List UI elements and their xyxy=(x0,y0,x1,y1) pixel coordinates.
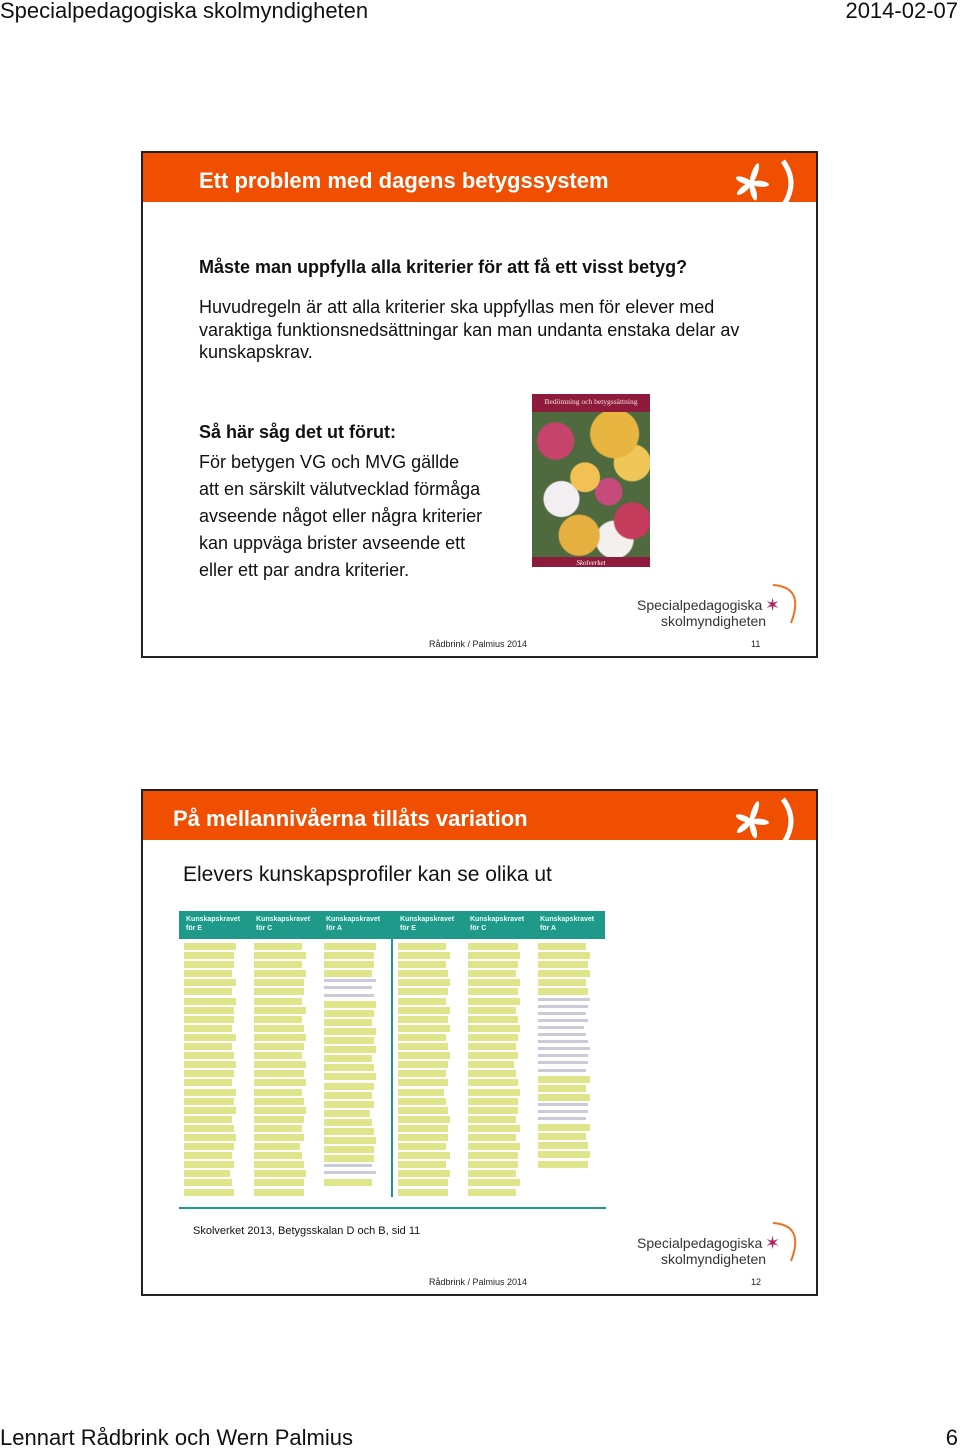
highlighted-text-line xyxy=(254,1125,302,1132)
highlighted-text-line xyxy=(184,1070,234,1077)
highlighted-text-line xyxy=(468,1134,516,1141)
highlighted-text-line xyxy=(468,988,518,995)
highlighted-text-line xyxy=(538,1054,588,1057)
spsm-logo xyxy=(637,581,807,633)
highlighted-text-line xyxy=(254,970,306,977)
highlighted-text-line xyxy=(398,970,448,977)
slide-footer: Rådbrink / Palmius 2014 xyxy=(429,1277,528,1287)
highlighted-text-line xyxy=(324,1073,376,1080)
highlighted-text-line xyxy=(398,1052,450,1059)
highlighted-text-line xyxy=(538,1117,586,1120)
highlighted-text-line xyxy=(468,970,516,977)
table-column-text xyxy=(468,943,530,1198)
highlighted-text-line xyxy=(324,1001,376,1008)
highlighted-text-line xyxy=(538,1005,588,1008)
logo-star-icon xyxy=(763,581,803,627)
brand-star-icon xyxy=(731,159,801,205)
highlighted-text-line xyxy=(398,1079,448,1086)
highlighted-text-line xyxy=(324,1037,374,1044)
highlighted-text-line xyxy=(184,988,232,995)
highlighted-text-line xyxy=(184,1034,236,1041)
highlighted-text-line xyxy=(398,1143,446,1150)
highlighted-text-line xyxy=(468,943,518,950)
logo-line2: skolmyndigheten xyxy=(661,613,767,629)
before-line: eller ett par andra kriterier. xyxy=(199,560,410,580)
highlighted-text-line xyxy=(398,1061,448,1068)
highlighted-text-line xyxy=(254,1089,302,1096)
highlighted-text-line xyxy=(468,1016,518,1023)
before-text xyxy=(199,449,482,584)
source-citation: Skolverket 2013, Betygsskalan D och B, sid 11 xyxy=(193,1225,421,1237)
table-column-text xyxy=(254,943,316,1198)
highlighted-text-line xyxy=(398,1034,446,1041)
highlighted-text-line xyxy=(254,1079,306,1086)
highlighted-text-line xyxy=(538,943,586,950)
highlighted-text-line xyxy=(538,1061,588,1064)
logo-star-icon xyxy=(763,1219,803,1265)
logo-line1: Specialpedagogiska xyxy=(637,1235,763,1251)
highlighted-text-line xyxy=(254,1152,302,1159)
before-heading: Så här såg det ut förut: xyxy=(199,422,397,442)
highlighted-text-line xyxy=(324,979,376,982)
highlighted-text-line xyxy=(398,1152,450,1159)
highlighted-text-line xyxy=(468,979,520,986)
highlighted-text-line xyxy=(254,1025,304,1032)
brand-star-icon xyxy=(731,797,801,843)
highlighted-text-line xyxy=(468,1152,518,1159)
book-title: Bedömning och betygssättning xyxy=(544,397,638,406)
highlighted-text-line xyxy=(538,952,590,959)
highlighted-text-line xyxy=(184,1025,232,1032)
highlighted-text-line xyxy=(184,1089,236,1096)
highlighted-text-line xyxy=(398,943,446,950)
slide-12 xyxy=(141,789,818,1296)
highlighted-text-line xyxy=(254,1052,302,1059)
highlighted-text-line xyxy=(468,1170,516,1177)
svg-text:✶: ✶ xyxy=(765,1233,781,1253)
highlighted-text-line xyxy=(324,1083,374,1090)
highlighted-text-line xyxy=(254,1098,304,1105)
highlighted-text-line xyxy=(254,1034,306,1041)
highlighted-text-line xyxy=(398,1007,450,1014)
highlighted-text-line xyxy=(398,1089,444,1096)
highlighted-text-line xyxy=(398,979,450,986)
highlighted-text-line xyxy=(184,943,236,950)
highlighted-text-line xyxy=(324,1164,372,1167)
slide-title-bar xyxy=(143,791,816,840)
highlighted-text-line xyxy=(398,1107,448,1114)
highlighted-text-line xyxy=(398,1016,448,1023)
table-column-text xyxy=(184,943,246,1198)
highlighted-text-line xyxy=(538,1103,588,1106)
table-bottom-line xyxy=(179,1207,606,1209)
highlighted-text-line xyxy=(398,1179,448,1186)
slide-footer: Rådbrink / Palmius 2014 xyxy=(429,639,528,649)
highlighted-text-line xyxy=(254,979,304,986)
highlighted-text-line xyxy=(184,1116,232,1123)
highlighted-text-line xyxy=(468,961,518,968)
highlighted-text-line xyxy=(398,1134,448,1141)
highlighted-text-line xyxy=(538,1094,590,1101)
highlighted-text-line xyxy=(538,1142,588,1149)
highlighted-text-line xyxy=(324,1064,374,1071)
highlighted-text-line xyxy=(324,1146,374,1153)
highlighted-text-line xyxy=(324,1055,372,1062)
table-header-cell: Kunskapskravet för A xyxy=(319,911,391,939)
highlighted-text-line xyxy=(184,1179,232,1186)
highlighted-text-line xyxy=(254,1107,306,1114)
highlighted-text-line xyxy=(184,1061,236,1068)
highlighted-text-line xyxy=(468,998,520,1005)
highlighted-text-line xyxy=(468,1034,518,1041)
logo-line1: Specialpedagogiska xyxy=(637,597,763,613)
highlighted-text-line xyxy=(184,1143,234,1150)
highlighted-text-line xyxy=(468,1098,518,1105)
highlighted-text-line xyxy=(468,1089,520,1096)
highlighted-text-line xyxy=(538,1151,590,1158)
highlighted-text-line xyxy=(184,1152,232,1159)
before-line: avseende något eller några kriterier xyxy=(199,506,483,526)
highlighted-text-line xyxy=(254,1116,304,1123)
highlighted-text-line xyxy=(398,988,448,995)
highlighted-text-line xyxy=(468,1161,518,1168)
slide-number: 11 xyxy=(751,639,761,649)
highlighted-text-line xyxy=(398,1070,446,1077)
highlighted-text-line xyxy=(184,1189,234,1196)
highlighted-text-line xyxy=(184,1134,236,1141)
highlighted-text-line xyxy=(184,1107,236,1114)
highlighted-text-line xyxy=(254,943,302,950)
page-footer-authors: Lennart Rådbrink och Wern Palmius xyxy=(0,1425,353,1450)
highlighted-text-line xyxy=(184,979,236,986)
highlighted-text-line xyxy=(398,952,450,959)
highlighted-text-line xyxy=(324,1171,376,1174)
highlighted-text-line xyxy=(184,998,236,1005)
page-header-date: 2014-02-07 xyxy=(845,0,958,23)
highlighted-text-line xyxy=(398,1043,448,1050)
before-line: För betygen VG och MVG gällde xyxy=(199,452,460,472)
highlighted-text-line xyxy=(324,1019,372,1026)
svg-text:✶: ✶ xyxy=(765,595,781,615)
highlighted-text-line xyxy=(254,952,306,959)
slide-title: Ett problem med dagens betygssystem xyxy=(199,168,609,193)
highlighted-text-line xyxy=(324,986,372,989)
table-header-cell: Kunskapskravet för A xyxy=(533,911,605,939)
highlighted-text-line xyxy=(184,1161,234,1168)
highlighted-text-line xyxy=(324,1128,374,1135)
table-header-cell: Kunskapskravet för E xyxy=(179,911,249,939)
highlighted-text-line xyxy=(324,961,374,968)
highlighted-text-line xyxy=(468,1061,514,1068)
highlighted-text-line xyxy=(324,1028,376,1035)
table-column-text xyxy=(324,943,386,1188)
highlighted-text-line xyxy=(538,1019,588,1022)
knowledge-profile-table-image xyxy=(179,911,606,1211)
highlighted-text-line xyxy=(184,1079,232,1086)
highlighted-text-line xyxy=(324,1179,372,1186)
slide-question: Måste man uppfylla alla kriterier för att få ett visst betyg? xyxy=(199,257,688,277)
highlighted-text-line xyxy=(184,1043,232,1050)
table-column-text xyxy=(398,943,460,1198)
highlighted-text-line xyxy=(538,1040,588,1043)
highlighted-text-line xyxy=(324,1046,376,1053)
highlighted-text-line xyxy=(538,970,590,977)
highlighted-text-line xyxy=(538,1085,586,1092)
highlighted-text-line xyxy=(324,1155,374,1162)
slide-subtitle: Elevers kunskapsprofiler kan se olika ut xyxy=(183,863,552,886)
highlighted-text-line xyxy=(468,1007,516,1014)
table-column-text xyxy=(538,943,600,1170)
highlighted-text-line xyxy=(254,1134,304,1141)
highlighted-text-line xyxy=(324,1092,372,1099)
highlighted-text-line xyxy=(538,979,586,986)
highlighted-text-line xyxy=(538,1110,588,1113)
page-number: 6 xyxy=(945,1425,958,1450)
highlighted-text-line xyxy=(468,1079,518,1086)
highlighted-text-line xyxy=(254,1170,306,1177)
table-header-cell: Kunskapskravet för C xyxy=(249,911,319,939)
logo-line2: skolmyndigheten xyxy=(661,1251,767,1267)
highlighted-text-line xyxy=(398,998,446,1005)
highlighted-text-line xyxy=(538,1069,586,1072)
table-header-cell: Kunskapskravet för C xyxy=(463,911,533,939)
highlighted-text-line xyxy=(538,1133,586,1140)
highlighted-text-line xyxy=(254,1189,304,1196)
highlighted-text-line xyxy=(538,1161,588,1168)
highlighted-text-line xyxy=(398,1161,446,1168)
highlighted-text-line xyxy=(324,994,374,997)
highlighted-text-line xyxy=(398,1025,450,1032)
slide-title-bar xyxy=(143,153,816,202)
highlighted-text-line xyxy=(324,952,374,959)
highlighted-text-line xyxy=(254,1070,304,1077)
highlighted-text-line xyxy=(538,1033,586,1036)
slide-number: 12 xyxy=(751,1277,762,1287)
highlighted-text-line xyxy=(398,1125,448,1132)
highlighted-text-line xyxy=(398,1116,450,1123)
highlighted-text-line xyxy=(468,1043,516,1050)
highlighted-text-line xyxy=(324,1010,374,1017)
before-line: att en särskilt välutvecklad förmåga xyxy=(199,479,481,499)
highlighted-text-line xyxy=(538,1026,584,1029)
highlighted-text-line xyxy=(398,1189,448,1196)
highlighted-text-line xyxy=(538,1124,590,1131)
slide-11 xyxy=(141,151,818,658)
highlighted-text-line xyxy=(254,1143,300,1150)
highlighted-text-line xyxy=(538,1012,586,1015)
highlighted-text-line xyxy=(254,988,304,995)
highlighted-text-line xyxy=(324,943,376,950)
highlighted-text-line xyxy=(254,1179,304,1186)
highlighted-text-line xyxy=(538,998,590,1001)
highlighted-text-line xyxy=(468,1052,518,1059)
highlighted-text-line xyxy=(468,1070,516,1077)
highlighted-text-line xyxy=(468,1143,520,1150)
highlighted-text-line xyxy=(254,1043,304,1050)
slide-title: På mellannivåerna tillåts variation xyxy=(173,806,528,831)
highlighted-text-line xyxy=(468,1179,520,1186)
before-line: kan uppväga brister avseende ett xyxy=(199,533,466,553)
highlighted-text-line xyxy=(468,1125,520,1132)
table-header-cell: Kunskapskravet för E xyxy=(393,911,463,939)
highlighted-text-line xyxy=(468,1025,520,1032)
highlighted-text-line xyxy=(538,1047,590,1050)
highlighted-text-line xyxy=(184,1016,234,1023)
highlighted-text-line xyxy=(538,988,588,995)
highlighted-text-line xyxy=(254,1161,304,1168)
highlighted-text-line xyxy=(324,970,372,977)
book-cover-image xyxy=(532,394,650,567)
highlighted-text-line xyxy=(398,961,446,968)
highlighted-text-line xyxy=(324,1101,374,1108)
highlighted-text-line xyxy=(398,1170,450,1177)
highlighted-text-line xyxy=(254,961,302,968)
highlighted-text-line xyxy=(184,970,232,977)
highlighted-text-line xyxy=(184,1170,230,1177)
highlighted-text-line xyxy=(538,1076,590,1083)
highlighted-text-line xyxy=(184,952,234,959)
highlighted-text-line xyxy=(184,1007,234,1014)
highlighted-text-line xyxy=(468,1116,516,1123)
book-publisher: Skolverket xyxy=(576,559,606,567)
highlighted-text-line xyxy=(468,1107,518,1114)
highlighted-text-line xyxy=(184,1052,234,1059)
highlighted-text-line xyxy=(184,961,234,968)
highlighted-text-line xyxy=(468,952,520,959)
highlighted-text-line xyxy=(254,1016,302,1023)
highlighted-text-line xyxy=(254,1061,306,1068)
highlighted-text-line xyxy=(324,1119,372,1126)
table-divider xyxy=(391,911,393,1197)
highlighted-text-line xyxy=(184,1098,234,1105)
highlighted-text-line xyxy=(468,1189,516,1196)
highlighted-text-line xyxy=(254,1007,306,1014)
highlighted-text-line xyxy=(398,1098,446,1105)
spsm-logo xyxy=(637,1219,807,1271)
highlighted-text-line xyxy=(324,1137,376,1144)
highlighted-text-line xyxy=(324,1110,370,1117)
highlighted-text-line xyxy=(184,1125,234,1132)
slide-paragraph: Huvudregeln är att alla kriterier ska uppfyllas men för elever med varaktiga funktionsnedsättningar kan man undanta enstaka delar av kunskapskrav. xyxy=(199,297,740,362)
highlighted-text-line xyxy=(254,998,302,1005)
highlighted-text-line xyxy=(538,961,588,968)
page-header-org: Specialpedagogiska skolmyndigheten xyxy=(0,0,369,23)
